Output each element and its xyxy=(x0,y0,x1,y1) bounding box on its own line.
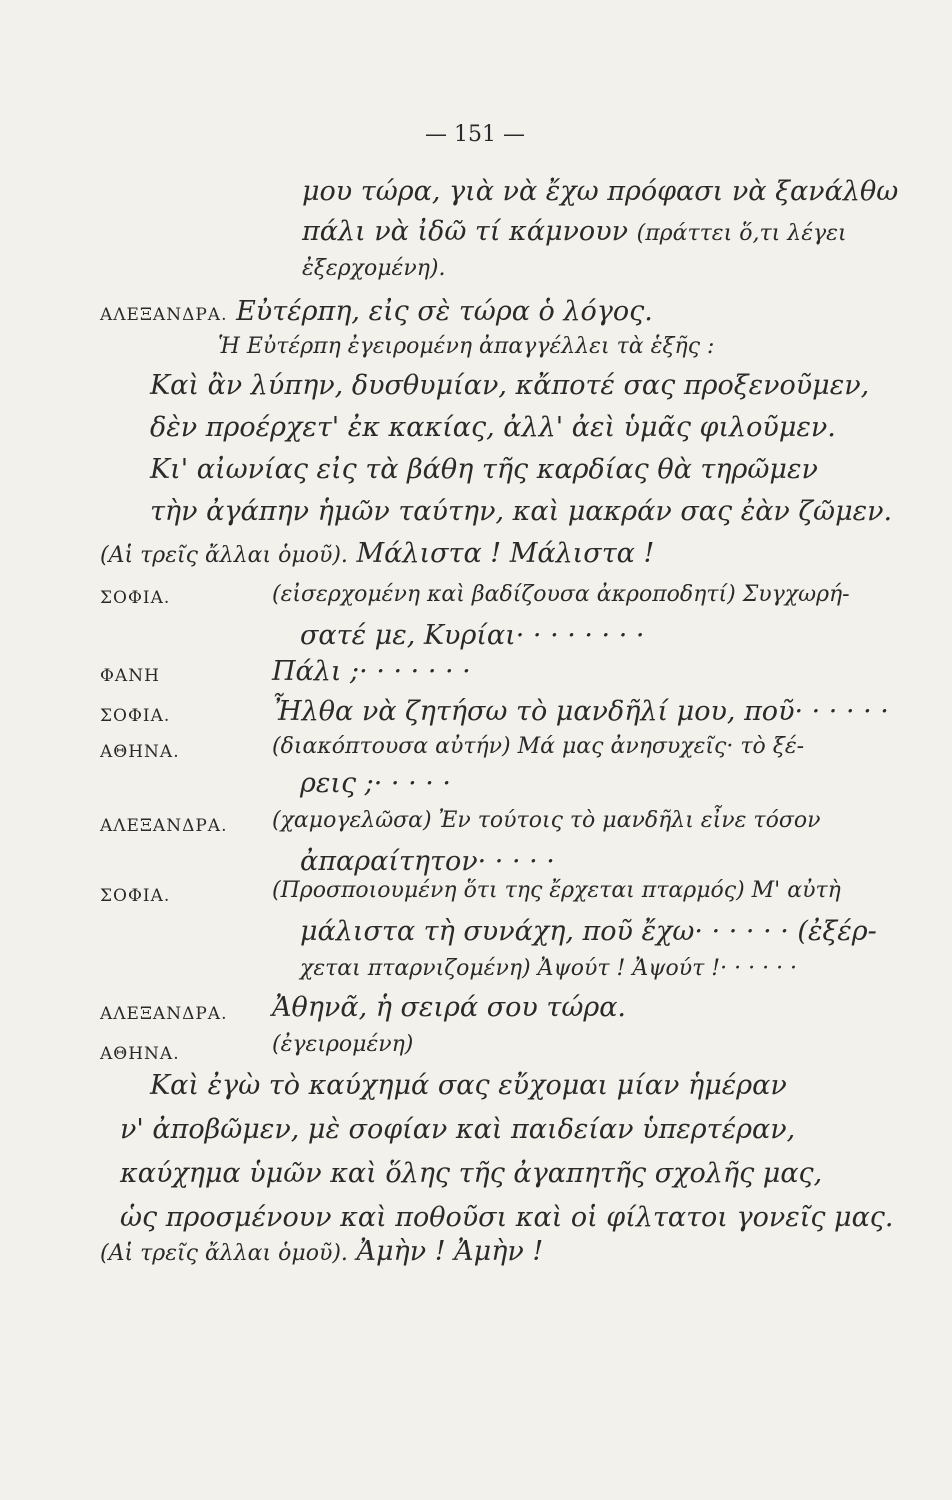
speaker-name: ΑΘΗΝΑ. xyxy=(100,1044,180,1064)
verse-line: τὴν ἀγάπην ἡμῶν ταύτην, καὶ μακράν σας ἐὰν ζῶμεν. xyxy=(150,496,893,527)
speaker-name: ΑΛΕΞΑΝΔΡΑ. xyxy=(100,1004,228,1024)
speaker-name: ΑΛΕΞΑΝΔΡΑ. xyxy=(100,305,228,325)
verse-line: δὲν προέρχετ' ἐκ κακίας, ἀλλ' ἀεὶ ὑμᾶς φιλοῦμεν. xyxy=(150,412,836,443)
dialogue-text: μάλιστα τὴ συνάχη, ποῦ ἔχω· · · · · · (ἐξέρ- xyxy=(300,916,877,947)
dialogue-text: Πάλι ;· · · · · · · xyxy=(272,656,471,687)
verse-line: ὡς προσμένουν καὶ ποθοῦσι καὶ οἱ φίλτατοι γονεῖς μας. xyxy=(120,1202,894,1233)
page-number: — 151 — xyxy=(425,122,525,147)
text-line: πάλι νὰ ἰδῶ τί κάμνουν (πράττει ὅ,τι λέγει xyxy=(302,216,847,247)
verse-line: Κι' αἰωνίας εἰς τὰ βάθη τῆς καρδίας θὰ τηρῶμεν xyxy=(150,454,818,485)
verse-line: Καὶ ἐγὼ τὸ καύχημά σας εὔχομαι μίαν ἡμέραν xyxy=(150,1070,787,1101)
speaker-name: ΑΘΗΝΑ. xyxy=(100,742,180,762)
dialogue-text: ἀπαραίτητον· · · · · xyxy=(300,846,555,877)
dialogue-text: (εἰσερχομένη καὶ βαδίζουσα ἀκροποδητί) Συγχωρή- xyxy=(272,582,850,607)
speaker-name: ΣΟΦΙΑ. xyxy=(100,588,171,608)
stage-direction: ἐξερχομένη). xyxy=(302,256,446,281)
verse-line: Καὶ ἂν λύπην, δυσθυμίαν, κἄποτέ σας προξενοῦμεν, xyxy=(150,370,870,401)
dialogue-text: σατέ με, Κυρίαι· · · · · · · · xyxy=(300,620,645,651)
dialogue-text: (χαμογελῶσα) Ἐν τούτοις τὸ μανδῆλι εἶνε τόσον xyxy=(272,808,821,833)
speaker-name: ΣΟΦΙΑ. xyxy=(100,886,171,906)
speaker-name: ΑΛΕΞΑΝΔΡΑ. xyxy=(100,816,228,836)
text-line: (Αἱ τρεῖς ἄλλαι ὁμοῦ). Μάλιστα ! Μάλιστα ! xyxy=(100,538,655,569)
dialogue-text: χεται πταρνιζομένη) Ἀψούτ ! Ἀψούτ !· · · · · · xyxy=(300,956,798,981)
dialogue-text: (Προσποιουμένη ὅτι της ἔρχεται πταρμός) Μ' αὐτὴ xyxy=(272,878,841,903)
verse-line: καύχημα ὑμῶν καὶ ὅλης τῆς ἀγαπητῆς σχολῆς μας, xyxy=(120,1158,823,1189)
dialogue-line: ΑΛΕΞΑΝΔΡΑ. Εὐτέρπη, εἰς σὲ τώρα ὁ λόγος. xyxy=(100,296,653,327)
verse-line: ν' ἀποβῶμεν, μὲ σοφίαν καὶ παιδείαν ὑπερτέραν, xyxy=(120,1114,796,1145)
dialogue-text: Ἦλθα νὰ ζητήσω τὸ μανδῆλί μου, ποῦ· · · · · · xyxy=(272,696,889,727)
dialogue-text: Ἀθηνᾶ, ἡ σειρά σου τώρα. xyxy=(272,992,627,1023)
speaker-name: ΦΑΝΗ xyxy=(100,666,160,686)
speaker-name: ΣΟΦΙΑ. xyxy=(100,706,171,726)
stage-direction: (ἐγειρομένη) xyxy=(272,1032,414,1057)
text-line: μου τώρα, γιὰ νὰ ἔχω πρόφασι νὰ ξανάλθω xyxy=(302,176,899,207)
dialogue-text: (διακόπτουσα αὐτήν) Μά μας ἀνησυχεῖς· τὸ ξέ- xyxy=(272,734,805,759)
dialogue-text: ρεις ;· · · · · xyxy=(300,768,451,799)
text-line: (Αἱ τρεῖς ἄλλαι ὁμοῦ). Ἀμὴν ! Ἀμὴν ! xyxy=(100,1236,544,1267)
stage-direction: Ἡ Εὐτέρπη ἐγειρομένη ἀπαγγέλλει τὰ ἑξῆς : xyxy=(218,334,715,359)
